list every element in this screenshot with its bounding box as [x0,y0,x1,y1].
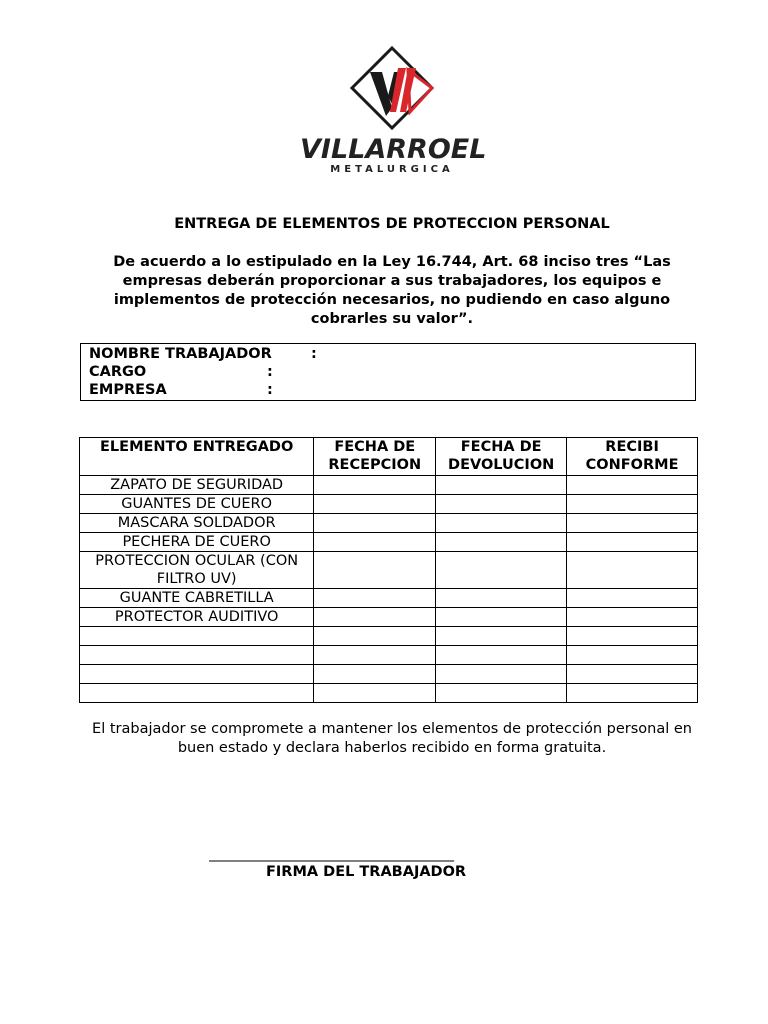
info-colon: : [267,364,273,380]
table-row [80,665,698,684]
table-row [80,514,698,533]
info-row-nombre [89,345,689,363]
fecha-devolucion-cell[interactable] [436,646,567,665]
fecha-recepcion-cell[interactable] [314,476,436,495]
fecha-recepcion-cell[interactable] [314,533,436,552]
element-cell: GUANTES DE CUERO [80,495,314,514]
info-colon: : [267,382,273,398]
header-fecha-devolucion: FECHA DE DEVOLUCION [436,438,567,476]
fecha-recepcion-cell[interactable] [314,552,436,589]
element-cell [80,646,314,665]
fecha-devolucion-cell[interactable] [436,514,567,533]
fecha-devolucion-cell[interactable] [436,476,567,495]
commitment-note: El trabajador se compromete a mantener los elementos de protección personal en buen estado y declara haberlos recibido en forma gratuita. [92,721,692,756]
element-cell: PROTECTOR AUDITIVO [80,608,314,627]
worker-info-box [80,343,696,401]
header-elemento: ELEMENTO ENTREGADO [80,438,314,476]
recibi-conforme-cell[interactable] [567,646,698,665]
fecha-devolucion-cell[interactable] [436,533,567,552]
villarroel-logo-icon [350,46,434,130]
element-cell: PECHERA DE CUERO [80,533,314,552]
table-row [80,495,698,514]
fecha-recepcion-cell[interactable] [314,514,436,533]
element-cell: MASCARA SOLDADOR [80,514,314,533]
info-row-empresa [89,381,689,399]
info-row-cargo [89,363,689,381]
fecha-recepcion-cell[interactable] [314,684,436,703]
recibi-conforme-cell[interactable] [567,533,698,552]
table-row [80,533,698,552]
element-cell [80,665,314,684]
table-row [80,608,698,627]
fecha-recepcion-cell[interactable] [314,608,436,627]
document-title: ENTREGA DE ELEMENTOS DE PROTECCION PERSONAL [174,216,610,232]
fecha-devolucion-cell[interactable] [436,589,567,608]
table-row [80,627,698,646]
header-recibi-conforme: RECIBI CONFORME [567,438,698,476]
fecha-devolucion-cell[interactable] [436,627,567,646]
fecha-devolucion-cell[interactable] [436,608,567,627]
table-row [80,476,698,495]
fecha-recepcion-cell[interactable] [314,495,436,514]
info-label-empresa: EMPRESA [89,382,167,398]
info-label-cargo: CARGO [89,364,147,380]
signature-label: FIRMA DEL TRABAJADOR [266,864,467,880]
table-body [80,476,698,703]
company-logo [0,40,768,180]
element-cell [80,627,314,646]
recibi-conforme-cell[interactable] [567,495,698,514]
brand-subtitle: METALURGICA [330,164,454,175]
recibi-conforme-cell[interactable] [567,665,698,684]
fecha-devolucion-cell[interactable] [436,684,567,703]
fecha-devolucion-cell[interactable] [436,665,567,684]
info-label-nombre: NOMBRE TRABAJADOR [89,346,272,362]
table-row [80,684,698,703]
fecha-recepcion-cell[interactable] [314,589,436,608]
element-cell [80,684,314,703]
fecha-devolucion-cell[interactable] [436,495,567,514]
recibi-conforme-cell[interactable] [567,589,698,608]
recibi-conforme-cell[interactable] [567,476,698,495]
table-row [80,552,698,589]
recibi-conforme-cell[interactable] [567,608,698,627]
recibi-conforme-cell[interactable] [567,514,698,533]
table-row [80,646,698,665]
fecha-recepcion-cell[interactable] [314,627,436,646]
table-header-row [80,438,698,476]
recibi-conforme-cell[interactable] [567,627,698,646]
ppe-table [79,437,698,703]
fecha-recepcion-cell[interactable] [314,646,436,665]
element-cell: GUANTE CABRETILLA [80,589,314,608]
fecha-devolucion-cell[interactable] [436,552,567,589]
table-row [80,589,698,608]
signature-line: ___________________________________ [209,846,454,862]
element-cell: ZAPATO DE SEGURIDAD [80,476,314,495]
info-colon: : [311,346,317,362]
recibi-conforme-cell[interactable] [567,552,698,589]
fecha-recepcion-cell[interactable] [314,665,436,684]
recibi-conforme-cell[interactable] [567,684,698,703]
element-cell: PROTECCION OCULAR (CON FILTRO UV) [80,552,314,589]
header-fecha-recepcion: FECHA DE RECEPCION [314,438,436,476]
intro-paragraph: De acuerdo a lo estipulado en la Ley 16.744, Art. 68 inciso tres “Las empresas deberán proporcionar a sus trabajadores, los equipos e implementos de protección necesarios, no pudiendo en caso alguno cobrarles su valor”. [113,254,671,327]
brand-name: VILLARROEL [300,134,487,165]
